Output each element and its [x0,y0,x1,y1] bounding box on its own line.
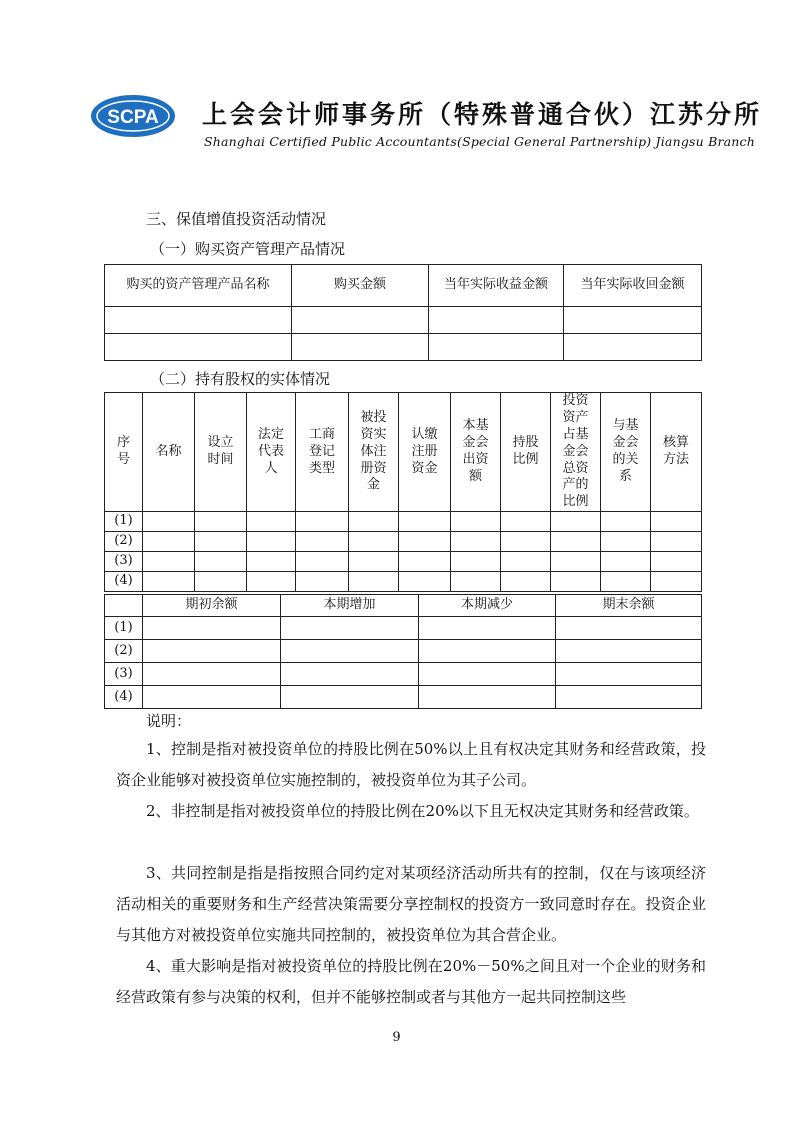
row-label: (2) [105,532,143,552]
table-row [105,663,702,686]
th-relationship: 与基金会的关系 [601,393,651,512]
logo-text: SCPA [107,107,159,128]
table-cell [292,307,429,334]
th-recovered-amount: 当年实际收回金额 [564,265,702,307]
table-row [105,532,702,552]
th-legal-rep: 法定代表人 [247,393,296,512]
note-significant-influence: 4、重大影响是指对被投资单位的持股比例在20%－50%之间且对一个企业的财务和经营政策有参与决策的权利，但并不能够控制或者与其他方一起共同控制这些 [116,957,706,1006]
th-subscribed-capital: 认缴注册资金 [399,393,451,512]
th-asset-ratio: 投资资产占基金会总资产的比例 [551,393,601,512]
table-cell [105,334,292,361]
table-row [105,307,702,334]
row-label: (4) [105,686,143,709]
equity-entities-table [104,392,702,592]
page-number: 9 [392,1030,401,1045]
table-row [105,686,702,709]
sub-title-equity-entities: （二）持有股权的实体情况 [150,370,331,388]
firm-name-en: Shanghai Certified Public Accountants(Special General Partnership) Jiangsu Branch [204,134,755,149]
table-cell [105,307,292,334]
table-header-row [105,265,702,307]
section-title: 三、保值增值投资活动情况 [146,210,327,228]
th-purchase-amount: 购买金额 [292,265,429,307]
table-cell [429,334,564,361]
table-header-row [105,393,702,512]
note-non-control: 2、非控制是指对被投资单位的持股比例在20%以下且无权决定其财务和经营政策。 [146,802,699,820]
th-contribution: 本基金会出资额 [451,393,501,512]
th-name: 名称 [143,393,195,512]
th-accounting-method: 核算方法 [651,393,702,512]
balance-table [104,594,702,709]
th-seq: 序号 [105,393,143,512]
th-increase: 本期增加 [281,595,419,617]
row-label: (1) [105,512,143,532]
table-cell [429,307,564,334]
sub-title-asset-products: （一）购买资产管理产品情况 [150,240,346,258]
th-product-name: 购买的资产管理产品名称 [105,265,292,307]
row-label: (2) [105,640,143,663]
table-cell [292,334,429,361]
firm-name-cn: 上会会计师事务所（特殊普通合伙）江苏分所 [202,100,763,129]
th-closing-balance: 期末余额 [556,595,702,617]
th-registration-type: 工商登记类型 [296,393,349,512]
note-joint-control: 3、共同控制是指是指按照合同约定对某项经济活动所共有的控制，仅在与该项经济活动相关的重要财务和生产经营决策需要分享控制权的投资方一致同意时存在。投资企业与其他方对被投资单位实施共同控制的，被投资单位为其合营企业。 [116,864,706,944]
notes-title: 说明： [146,712,192,730]
table-row [105,512,702,532]
th-decrease: 本期减少 [419,595,556,617]
th-established: 设立时间 [195,393,247,512]
table-cell [564,334,702,361]
row-label: (3) [105,552,143,572]
note-control: 1、控制是指对被投资单位的持股比例在50%以上且有权决定其财务和经营政策，投资企业能够对被投资单位实施控制的，被投资单位为其子公司。 [116,740,706,789]
row-label: (3) [105,663,143,686]
table-header-row [105,595,702,617]
th-opening-balance: 期初余额 [143,595,281,617]
table-cell [564,307,702,334]
row-label: (4) [105,572,143,592]
th-share-ratio: 持股比例 [501,393,551,512]
scpa-logo [90,93,176,139]
asset-products-table [104,264,702,361]
table-row [105,334,702,361]
table-row [105,640,702,663]
row-label: (1) [105,617,143,640]
table-row [105,572,702,592]
table-row [105,552,702,572]
th-registered-capital: 被投资实体注册资金 [349,393,399,512]
table-row [105,617,702,640]
th-income-amount: 当年实际收益金额 [429,265,564,307]
